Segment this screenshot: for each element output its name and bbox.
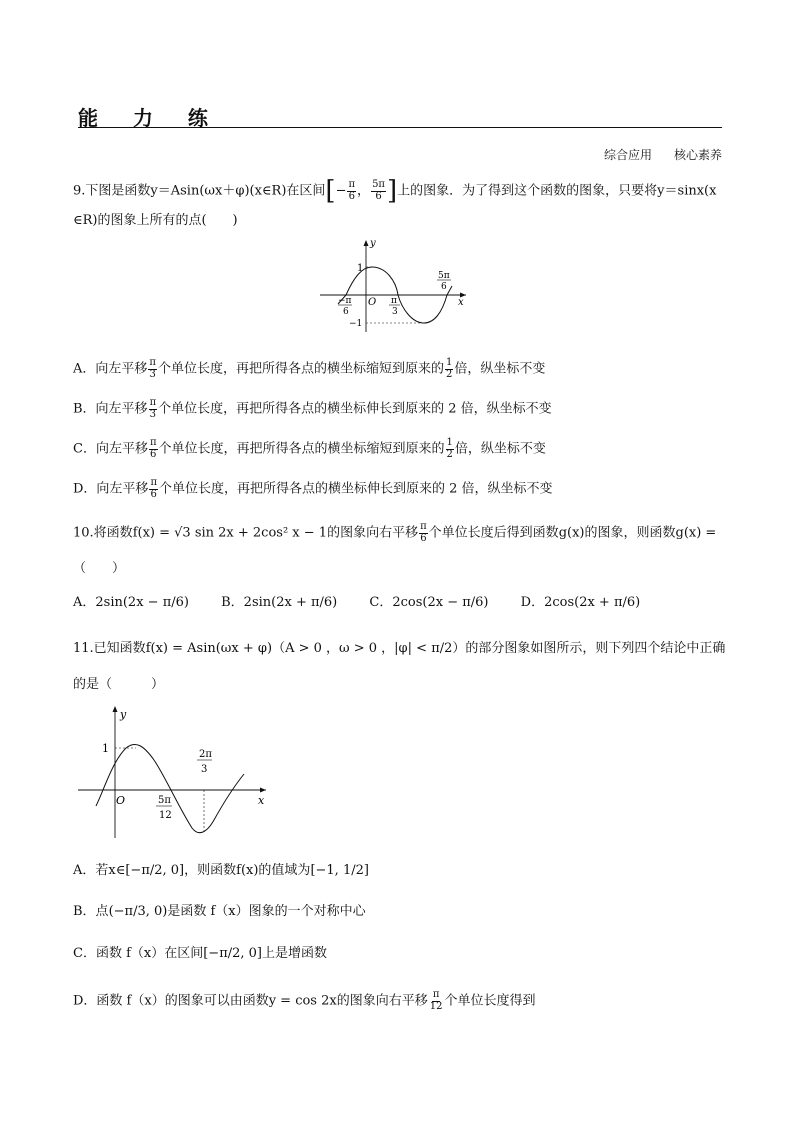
q11-tick-b-num: 2π: [199, 749, 212, 760]
q9-x-label: x: [458, 297, 464, 308]
q11-stem-line1: 11.已知函数f(x) = Asin(ωx + φ)（A > 0 ，ω > 0 ，|φ| < π/2）的部分图象如图所示，则下列四个结论中正确: [73, 641, 726, 656]
q11-option-a[interactable]: A．若x∈[−π/2, 0]，则函数f(x)的值域为[−1, 1/2]: [73, 863, 369, 878]
q11-conditions: （A > 0 ，ω > 0 ，|φ| < π/2）: [272, 641, 466, 656]
q9-neg-one: −1: [349, 319, 363, 329]
q11-tick-b-den: 3: [201, 764, 208, 775]
q9-interval-left: $\frac{\pi}{6}$: [348, 179, 356, 202]
q9-option-a[interactable]: A．向左平移 $\frac{\pi}{3}$ 个单位长度，再把所得各点的横坐标缩短到原来的 $\frac{1}{2}$ 倍，纵坐标不变: [73, 357, 546, 380]
q11-stem-line2: 的是（ ）: [73, 677, 165, 692]
q10-option-a[interactable]: A．2sin(2x − π/6): [73, 595, 189, 610]
q9-graph: [316, 236, 472, 336]
q9-tick-mid-num: π: [391, 296, 397, 306]
q9-interval-right: $\frac{5\pi}{6}$: [372, 179, 385, 202]
q9-option-b[interactable]: B．向左平移 $\frac{\pi}{3}$ 个单位长度，再把所得各点的横坐标伸长到原来的 2 倍，纵坐标不变: [73, 397, 552, 420]
q10-stem-line1: 10.将函数f(x) = √3 sin 2x + 2cos² x − 1的图象向右平移 $\frac{\pi}{6}$ 个单位长度后得到函数g(x)的图象，则函数g(x) =: [73, 521, 717, 544]
q10-option-b[interactable]: B．2sin(2x + π/6): [221, 595, 338, 610]
title-underline: [78, 127, 722, 128]
q9-stem-line2: ∈R)的图象上所有的点( ): [73, 213, 238, 228]
q9-tick-right-num: 5π: [438, 271, 450, 281]
tag-comprehensive: 综合应用: [603, 148, 652, 162]
q9-stem-line1: 9.下图是函数y＝Asin(ωx＋φ)(x∈R)在区间[− $\frac{\pi}{6}$ ， $\frac{5\pi}{6}$ ]上的图象．为了得到这个函数的图象，只要将y＝sinx(x: [73, 176, 717, 206]
q11-x-label: x: [258, 794, 265, 807]
q9-option-d[interactable]: D．向左平移 $\frac{\pi}{6}$ 个单位长度，再把所得各点的横坐标伸长到原来的 2 倍，纵坐标不变: [73, 477, 553, 500]
tag-core: 核心素养: [673, 148, 722, 162]
q11-option-b[interactable]: B．点(−π/3, 0)是函数 f（x）图象的一个对称中心: [73, 904, 366, 919]
q10-answer-blank: （ ）: [73, 561, 126, 576]
q11-origin: O: [116, 794, 126, 807]
q9-option-c[interactable]: C．向左平移 $\frac{\pi}{6}$ 个单位长度，再把所得各点的横坐标缩短到原来的 $\frac{1}{2}$ 倍，纵坐标不变: [73, 437, 546, 460]
q11-option-c[interactable]: C．函数 f（x）在区间[−π/2, 0]上是增函数: [73, 946, 328, 961]
q9-y-label: y: [370, 238, 376, 249]
q11-func: f(x) = Asin(ωx + φ): [145, 641, 273, 656]
q10-options: [73, 596, 668, 609]
q9-tick-right-den: 6: [441, 282, 447, 292]
q9-tick-left-den: 6: [343, 307, 349, 317]
section-tags: [604, 146, 722, 163]
q11-tick-a-num: 5π: [158, 795, 171, 806]
q11-one: 1: [102, 742, 109, 755]
q10-option-c[interactable]: C．2cos(2x − π/6): [369, 595, 489, 610]
section-title: 能 力 练: [78, 106, 222, 130]
q10-func: f(x) = √3 sin 2x + 2cos² x − 1: [132, 525, 328, 541]
q9-tick-left-num: −π: [338, 296, 352, 306]
q9-one: 1: [357, 263, 364, 274]
q9-origin: O: [368, 297, 377, 308]
q11-option-d[interactable]: D．函数 f（x）的图象可以由函数y = cos 2x的图象向右平移 $\frac{\pi}{12}$ 个单位长度得到: [73, 989, 536, 1012]
q11-graph: [74, 702, 274, 842]
q11-y-label: y: [120, 708, 127, 721]
q9-tick-mid-den: 3: [392, 307, 398, 317]
q11-tick-a-den: 12: [159, 810, 172, 821]
q10-option-d[interactable]: D．2cos(2x + π/6): [520, 595, 641, 610]
